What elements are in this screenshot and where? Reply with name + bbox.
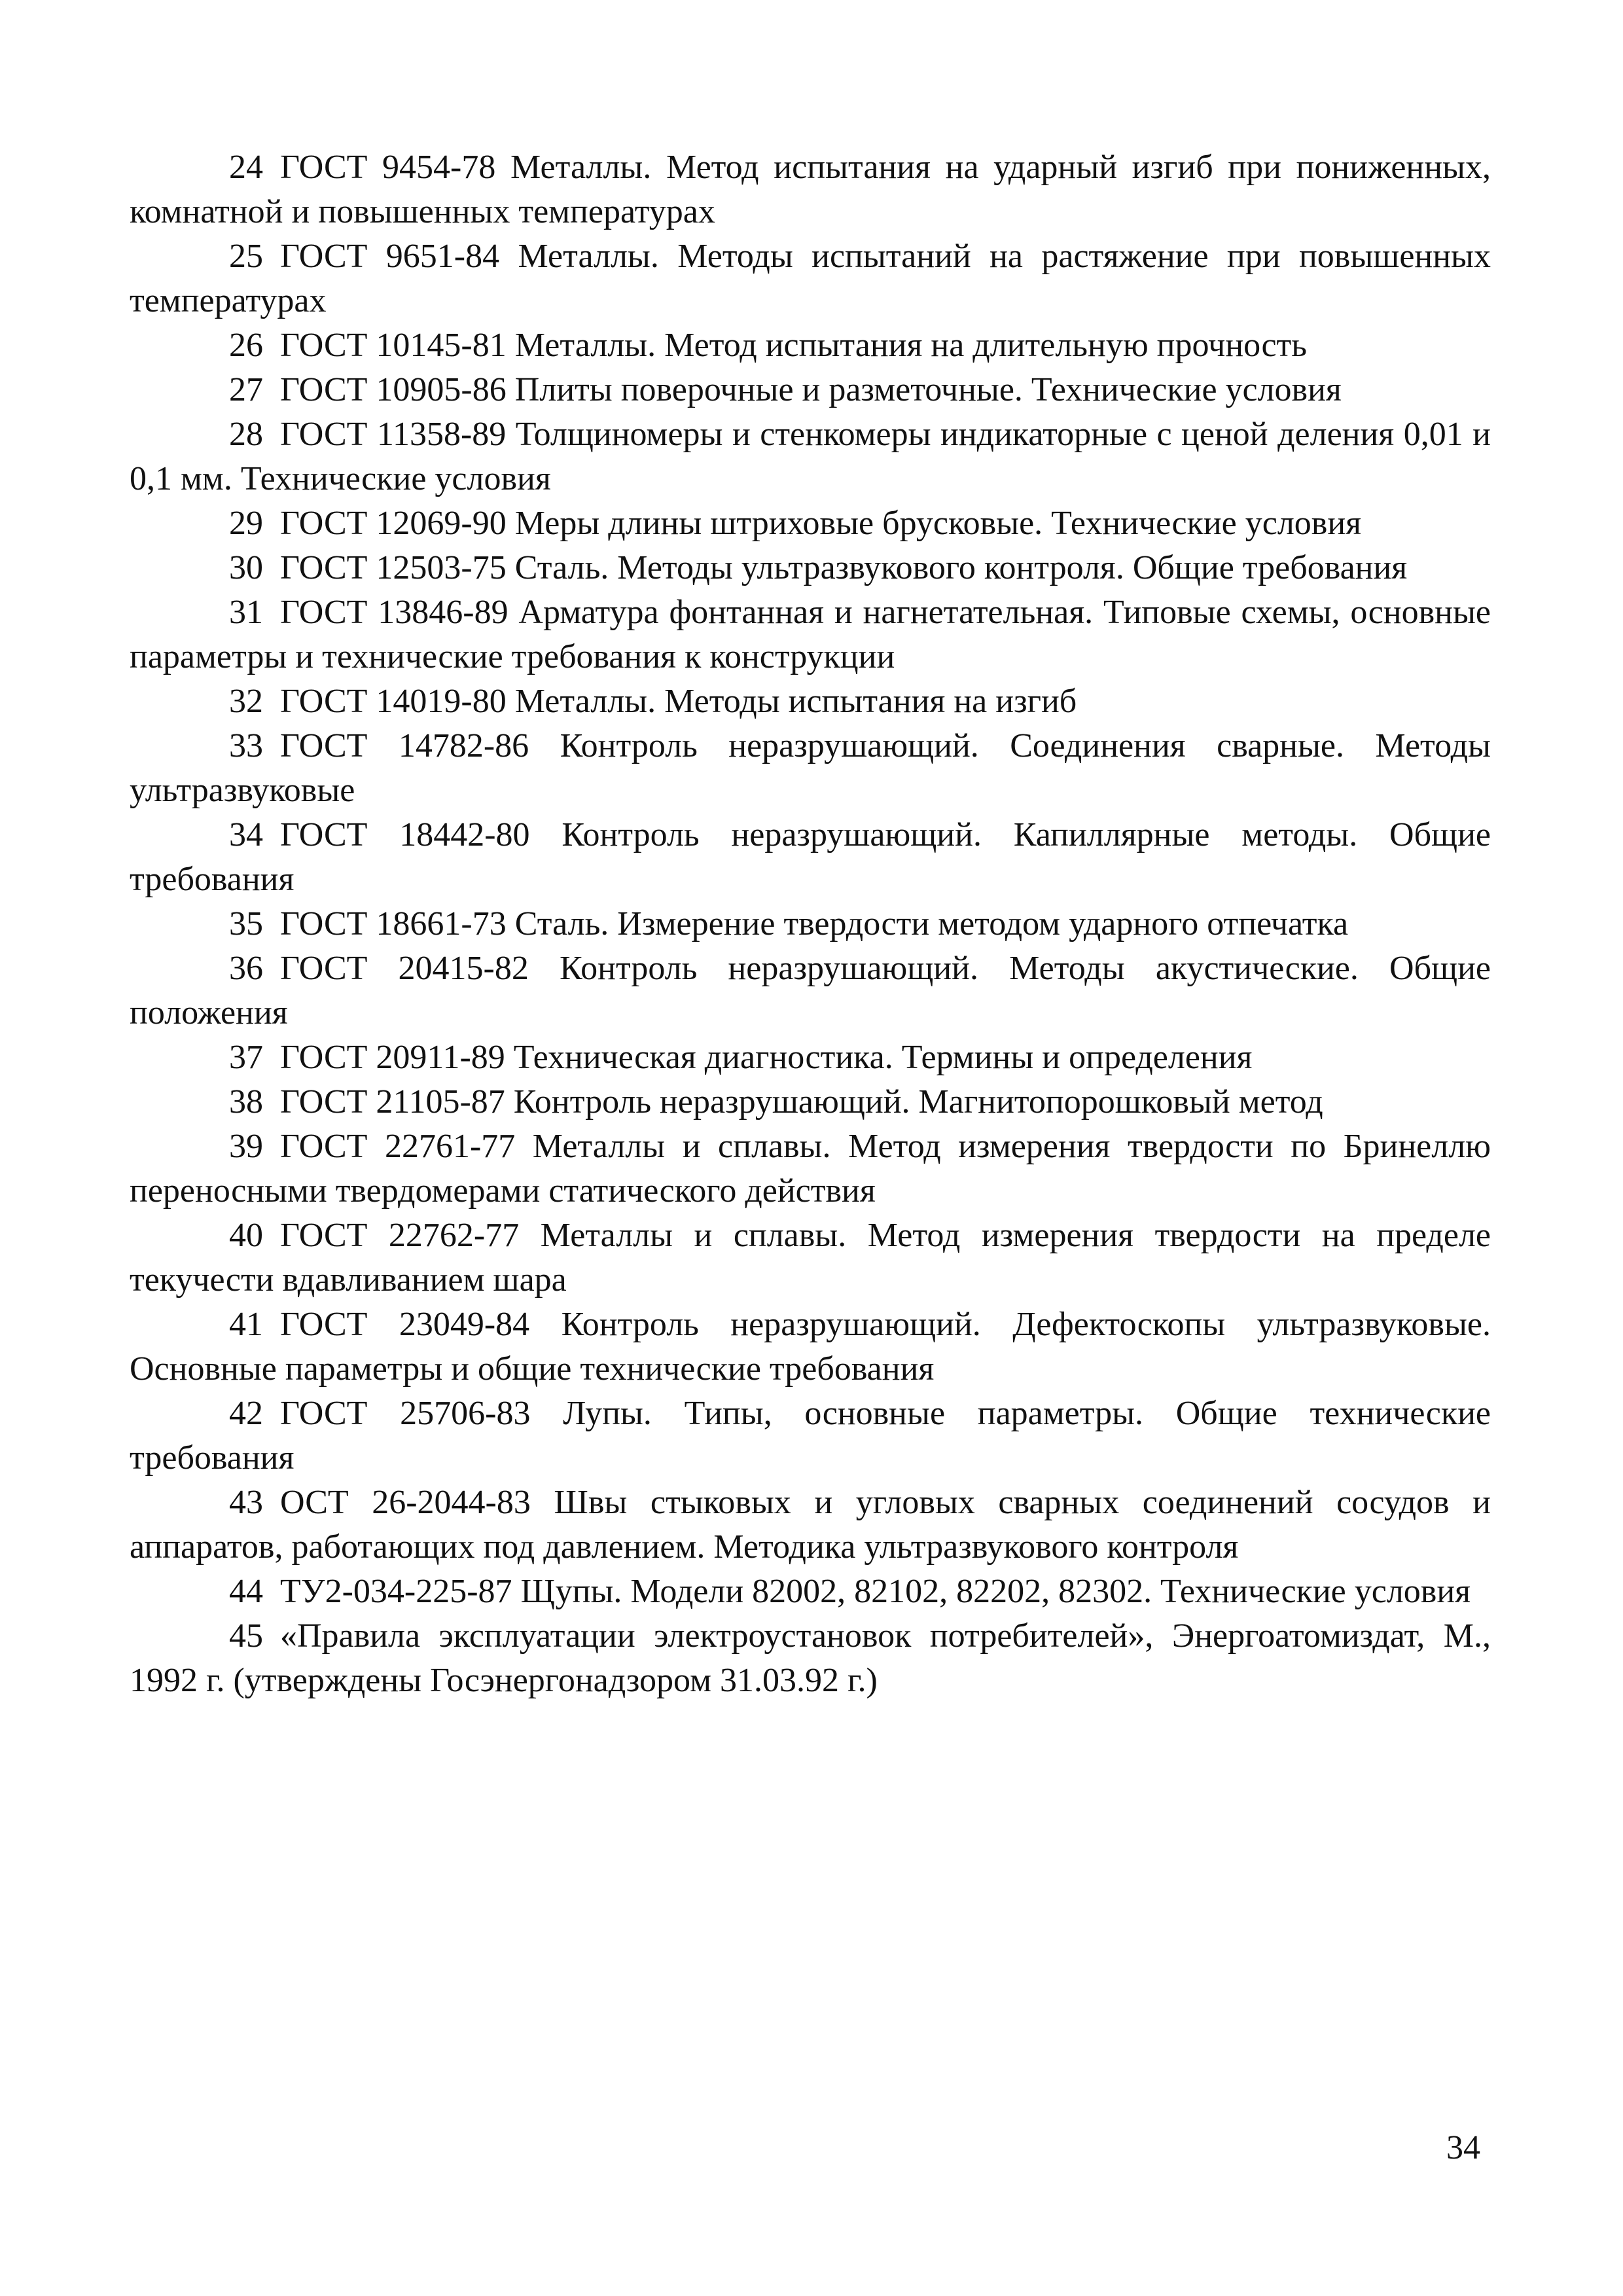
reference-number: 35	[229, 905, 263, 942]
reference-text: ГОСТ 12069-90 Меры длины штриховые брусковые. Технические условия	[280, 505, 1362, 542]
reference-entry-26	[130, 323, 1491, 368]
reference-number: 27	[229, 371, 263, 408]
reference-text: ГОСТ 21105-87 Контроль неразрушающий. Магнитопорошковый метод	[280, 1083, 1323, 1121]
reference-text: ГОСТ 20911-89 Техническая диагностика. Термины и определения	[280, 1039, 1253, 1076]
reference-text: ГОСТ 18442-80 Контроль неразрушающий. Капиллярные методы. Общие требования	[130, 816, 1491, 898]
reference-number: 28	[229, 416, 263, 453]
reference-entry-24	[130, 145, 1491, 234]
reference-text: ГОСТ 22761-77 Металлы и сплавы. Метод измерения твердости по Бринеллю переносными твердомерами статического действия	[130, 1128, 1491, 1210]
reference-number: 36	[229, 950, 263, 987]
reference-number: 30	[229, 549, 263, 586]
reference-text: «Правила эксплуатации электроустановок потребителей», Энергоатомиздат, М., 1992 г. (утверждены Госэнергонадзором 31.03.92 г.)	[130, 1617, 1491, 1699]
reference-text: ГОСТ 14019-80 Металлы. Методы испытания на изгиб	[280, 683, 1077, 720]
reference-entry-25	[130, 234, 1491, 323]
reference-entry-27	[130, 368, 1491, 412]
reference-entry-44	[130, 1570, 1491, 1614]
reference-list	[130, 145, 1491, 1703]
reference-number: 34	[229, 816, 263, 853]
reference-number: 37	[229, 1039, 263, 1076]
reference-entry-42	[130, 1391, 1491, 1480]
reference-number: 31	[229, 594, 263, 631]
reference-entry-33	[130, 724, 1491, 813]
reference-text: ГОСТ 20415-82 Контроль неразрушающий. Методы акустические. Общие положения	[130, 950, 1491, 1031]
reference-text: ОСТ 26-2044-83 Швы стыковых и угловых сварных соединений сосудов и аппаратов, работающих под давлением. Методика ультразвукового контроля	[130, 1484, 1491, 1566]
reference-number: 43	[229, 1484, 263, 1521]
reference-entry-31	[130, 590, 1491, 679]
reference-entry-32	[130, 679, 1491, 724]
reference-text: ТУ2-034-225-87 Щупы. Модели 82002, 82102, 82202, 82302. Технические условия	[280, 1573, 1471, 1610]
reference-number: 44	[229, 1573, 263, 1610]
reference-number: 32	[229, 683, 263, 720]
reference-number: 45	[229, 1617, 263, 1655]
reference-number: 38	[229, 1083, 263, 1121]
reference-entry-34	[130, 813, 1491, 902]
reference-number: 33	[229, 727, 263, 764]
reference-text: ГОСТ 13846-89 Арматура фонтанная и нагнетательная. Типовые схемы, основные параметры и технические требования к конструкции	[130, 594, 1491, 675]
reference-text: ГОСТ 23049-84 Контроль неразрушающий. Дефектоскопы ультразвуковые. Основные параметры и общие технические требования	[130, 1306, 1491, 1388]
reference-entry-41	[130, 1302, 1491, 1391]
reference-text: ГОСТ 12503-75 Сталь. Методы ультразвукового контроля. Общие требования	[280, 549, 1408, 586]
reference-number: 25	[229, 238, 263, 275]
reference-entry-36	[130, 946, 1491, 1035]
reference-text: ГОСТ 9651-84 Металлы. Методы испытаний на растяжение при повышенных температурах	[130, 238, 1491, 319]
reference-number: 40	[229, 1217, 263, 1254]
page-number: 34	[1446, 2129, 1480, 2166]
reference-number: 39	[229, 1128, 263, 1165]
reference-entry-45	[130, 1614, 1491, 1703]
reference-entry-40	[130, 1213, 1491, 1302]
reference-entry-29	[130, 501, 1491, 546]
reference-entry-30	[130, 546, 1491, 590]
reference-number: 41	[229, 1306, 263, 1343]
reference-text: ГОСТ 10905-86 Плиты поверочные и разметочные. Технические условия	[280, 371, 1342, 408]
reference-text: ГОСТ 18661-73 Сталь. Измерение твердости методом ударного отпечатка	[280, 905, 1349, 942]
reference-text: ГОСТ 14782-86 Контроль неразрушающий. Соединения сварные. Методы ультразвуковые	[130, 727, 1491, 809]
reference-number: 24	[229, 149, 263, 186]
reference-entry-28	[130, 412, 1491, 501]
reference-number: 29	[229, 505, 263, 542]
reference-text: ГОСТ 25706-83 Лупы. Типы, основные параметры. Общие технические требования	[130, 1395, 1491, 1477]
reference-entry-38	[130, 1080, 1491, 1124]
reference-entry-39	[130, 1124, 1491, 1213]
reference-text: ГОСТ 9454-78 Металлы. Метод испытания на ударный изгиб при пониженных, комнатной и повышенных температурах	[130, 149, 1491, 230]
reference-text: ГОСТ 10145-81 Металлы. Метод испытания на длительную прочность	[280, 327, 1307, 364]
reference-entry-37	[130, 1035, 1491, 1080]
reference-entry-35	[130, 902, 1491, 946]
reference-text: ГОСТ 22762-77 Металлы и сплавы. Метод измерения твердости на пределе текучести вдавливанием шара	[130, 1217, 1491, 1299]
reference-number: 42	[229, 1395, 263, 1432]
reference-text: ГОСТ 11358-89 Толщиномеры и стенкомеры индикаторные с ценой деления 0,01 и 0,1 мм. Технические условия	[130, 416, 1491, 497]
reference-entry-43	[130, 1480, 1491, 1570]
reference-number: 26	[229, 327, 263, 364]
